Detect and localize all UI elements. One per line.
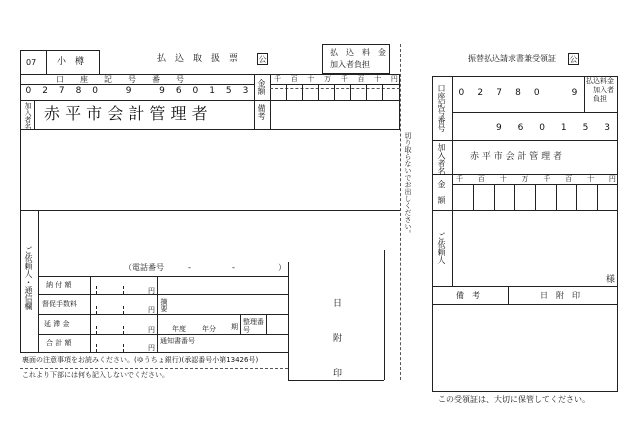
receipt-account-digit: 0 — [539, 123, 545, 133]
seiri-label: 整理番号 — [243, 318, 264, 334]
fee-row-label: 延 滞 金 — [44, 320, 70, 328]
receipt-fee-note-1: 払込料金 — [586, 77, 614, 85]
amount-place-label: 十 — [307, 75, 315, 83]
account-digit: 2 — [42, 86, 48, 96]
receipt-account-digit: 7 — [496, 88, 502, 98]
amount-place-label: 百 — [357, 75, 365, 83]
amount-place-label: 万 — [324, 75, 332, 83]
receipt-amount-place-label: 千 — [456, 175, 463, 183]
account-digit: 0 — [25, 86, 32, 96]
receipt-amount-place-label: 千 — [543, 175, 551, 183]
receipt-fee-note-2: 加入者 — [593, 86, 614, 94]
amount-places — [274, 76, 398, 83]
payee-name: 赤 平 市 会 計 管 理 者 — [44, 104, 208, 123]
receipt-account-digit — [546, 88, 565, 100]
period-label: 年分 — [202, 325, 216, 333]
kingaku-label: 金額 — [257, 79, 266, 95]
footer-note-1: 裏面の注意事項をお読みください。(ゆうちょ銀行)(承認番号小第13426号) — [22, 356, 259, 364]
amount-place-label: 百 — [290, 75, 298, 83]
account-digit — [104, 86, 121, 100]
account-digit: 0 — [92, 86, 99, 96]
receipt-account-row1 — [452, 88, 584, 100]
account-header: 口 座 記 号 番 号 — [56, 75, 184, 84]
payee-label: 加入者名 — [24, 102, 32, 130]
biko-label: 備考 — [257, 104, 266, 120]
receipt-amount-place-label: 円 — [608, 175, 616, 183]
receipt-amount-place-label: 万 — [521, 175, 529, 183]
receipt-account-digit: 9 — [495, 123, 502, 133]
slip-mark: 公 — [258, 55, 267, 64]
cutline-note: 切り取らないでお出しください。 — [404, 132, 412, 237]
receipt-amount-places — [456, 176, 616, 183]
receipt-amount-place-label: 百 — [477, 175, 485, 183]
receipt-stamp-label: 日 附 印 — [540, 291, 580, 300]
receipt-amount-place-label: 十 — [587, 175, 595, 183]
receipt-title-mark: 公 — [569, 55, 578, 64]
stamp-label: 日 附 印 — [331, 298, 341, 385]
amount-place-label: 円 — [390, 75, 398, 83]
receipt-footer-note: この受領証は、大切に保管してください。 — [438, 395, 590, 404]
fee-row-unit: 円 — [148, 326, 155, 334]
fee-row-label: 納 付 額 — [46, 281, 72, 289]
amount-place-label: 千 — [340, 75, 348, 83]
fee-row-label: 督促手数料 — [42, 300, 77, 308]
receipt-fee-note-3: 負担 — [593, 95, 607, 103]
receipt-amount-place-label: 百 — [565, 175, 573, 183]
receipt-account-digit: 6 — [517, 123, 524, 133]
amount-place-label: 十 — [374, 75, 382, 83]
account-digit — [137, 86, 154, 100]
receipt-biko-label: 備 考 — [456, 291, 480, 300]
account-number — [20, 86, 254, 100]
year-label: 年度 — [172, 325, 186, 333]
account-digit: 3 — [242, 86, 249, 96]
receipt-account-digit: 9 — [571, 88, 578, 98]
hosoku-label: 摘要 — [160, 298, 168, 312]
account-digit: 6 — [175, 86, 182, 96]
fee-row-unit: 円 — [148, 287, 155, 295]
receipt-account-digit: 3 — [604, 123, 610, 133]
slip-title: 払 込 取 扱 票 — [157, 54, 239, 64]
perforation-line — [400, 44, 401, 380]
account-digit: 5 — [225, 86, 232, 96]
receipt-account-label: 口座記号番号 — [437, 84, 446, 132]
account-digit: 8 — [75, 86, 82, 96]
fee-row-label: 合 計 額 — [46, 339, 72, 347]
receipt-account-digit: 2 — [477, 88, 484, 98]
account-digit: 9 — [159, 86, 165, 96]
account-digit: 9 — [125, 86, 132, 96]
receipt-amount-label: 金額 — [437, 180, 446, 212]
receipt-title: 振替払込請求書兼受領証 — [468, 54, 556, 63]
account-digit: 7 — [58, 86, 65, 96]
receipt-account-row2 — [488, 123, 618, 135]
fee-note-2: 加入者負担 — [330, 60, 370, 69]
phone-label: （電話番号 — [124, 263, 164, 272]
tsuchi-label: 通知書番号 — [160, 337, 195, 345]
fee-note-1: 払 込 料 金 — [330, 48, 386, 57]
receipt-sama: 様 — [606, 275, 616, 285]
receipt-amount-place-label: 十 — [499, 175, 507, 183]
receipt-account-digit: 8 — [515, 88, 521, 98]
receipt-requester-label: ご依頼人 — [437, 232, 446, 264]
fee-row-unit: 円 — [148, 306, 155, 314]
office-code: 07 — [26, 58, 37, 67]
receipt-payee-name: 赤 平 市 会 計 管 理 者 — [470, 152, 563, 162]
footer-note-2: これより下部には何も記入しないでください。 — [22, 371, 169, 379]
fee-row-unit: 円 — [148, 344, 155, 352]
receipt-account-digit: 0 — [458, 88, 465, 98]
term-label: 期 — [231, 323, 238, 331]
account-digit: 1 — [209, 86, 215, 96]
account-digit: 0 — [192, 86, 199, 96]
receipt-account-digit: 1 — [560, 123, 567, 133]
amount-place-label: 千 — [274, 75, 281, 83]
receipt-account-digit: 5 — [582, 123, 589, 133]
receipt-account-digit: 0 — [533, 88, 540, 98]
receipt-payee-label: 加入者名 — [437, 143, 446, 175]
requester-label: ご依頼人・通信欄 — [24, 246, 33, 310]
office-name: 小 樽 — [57, 57, 85, 67]
